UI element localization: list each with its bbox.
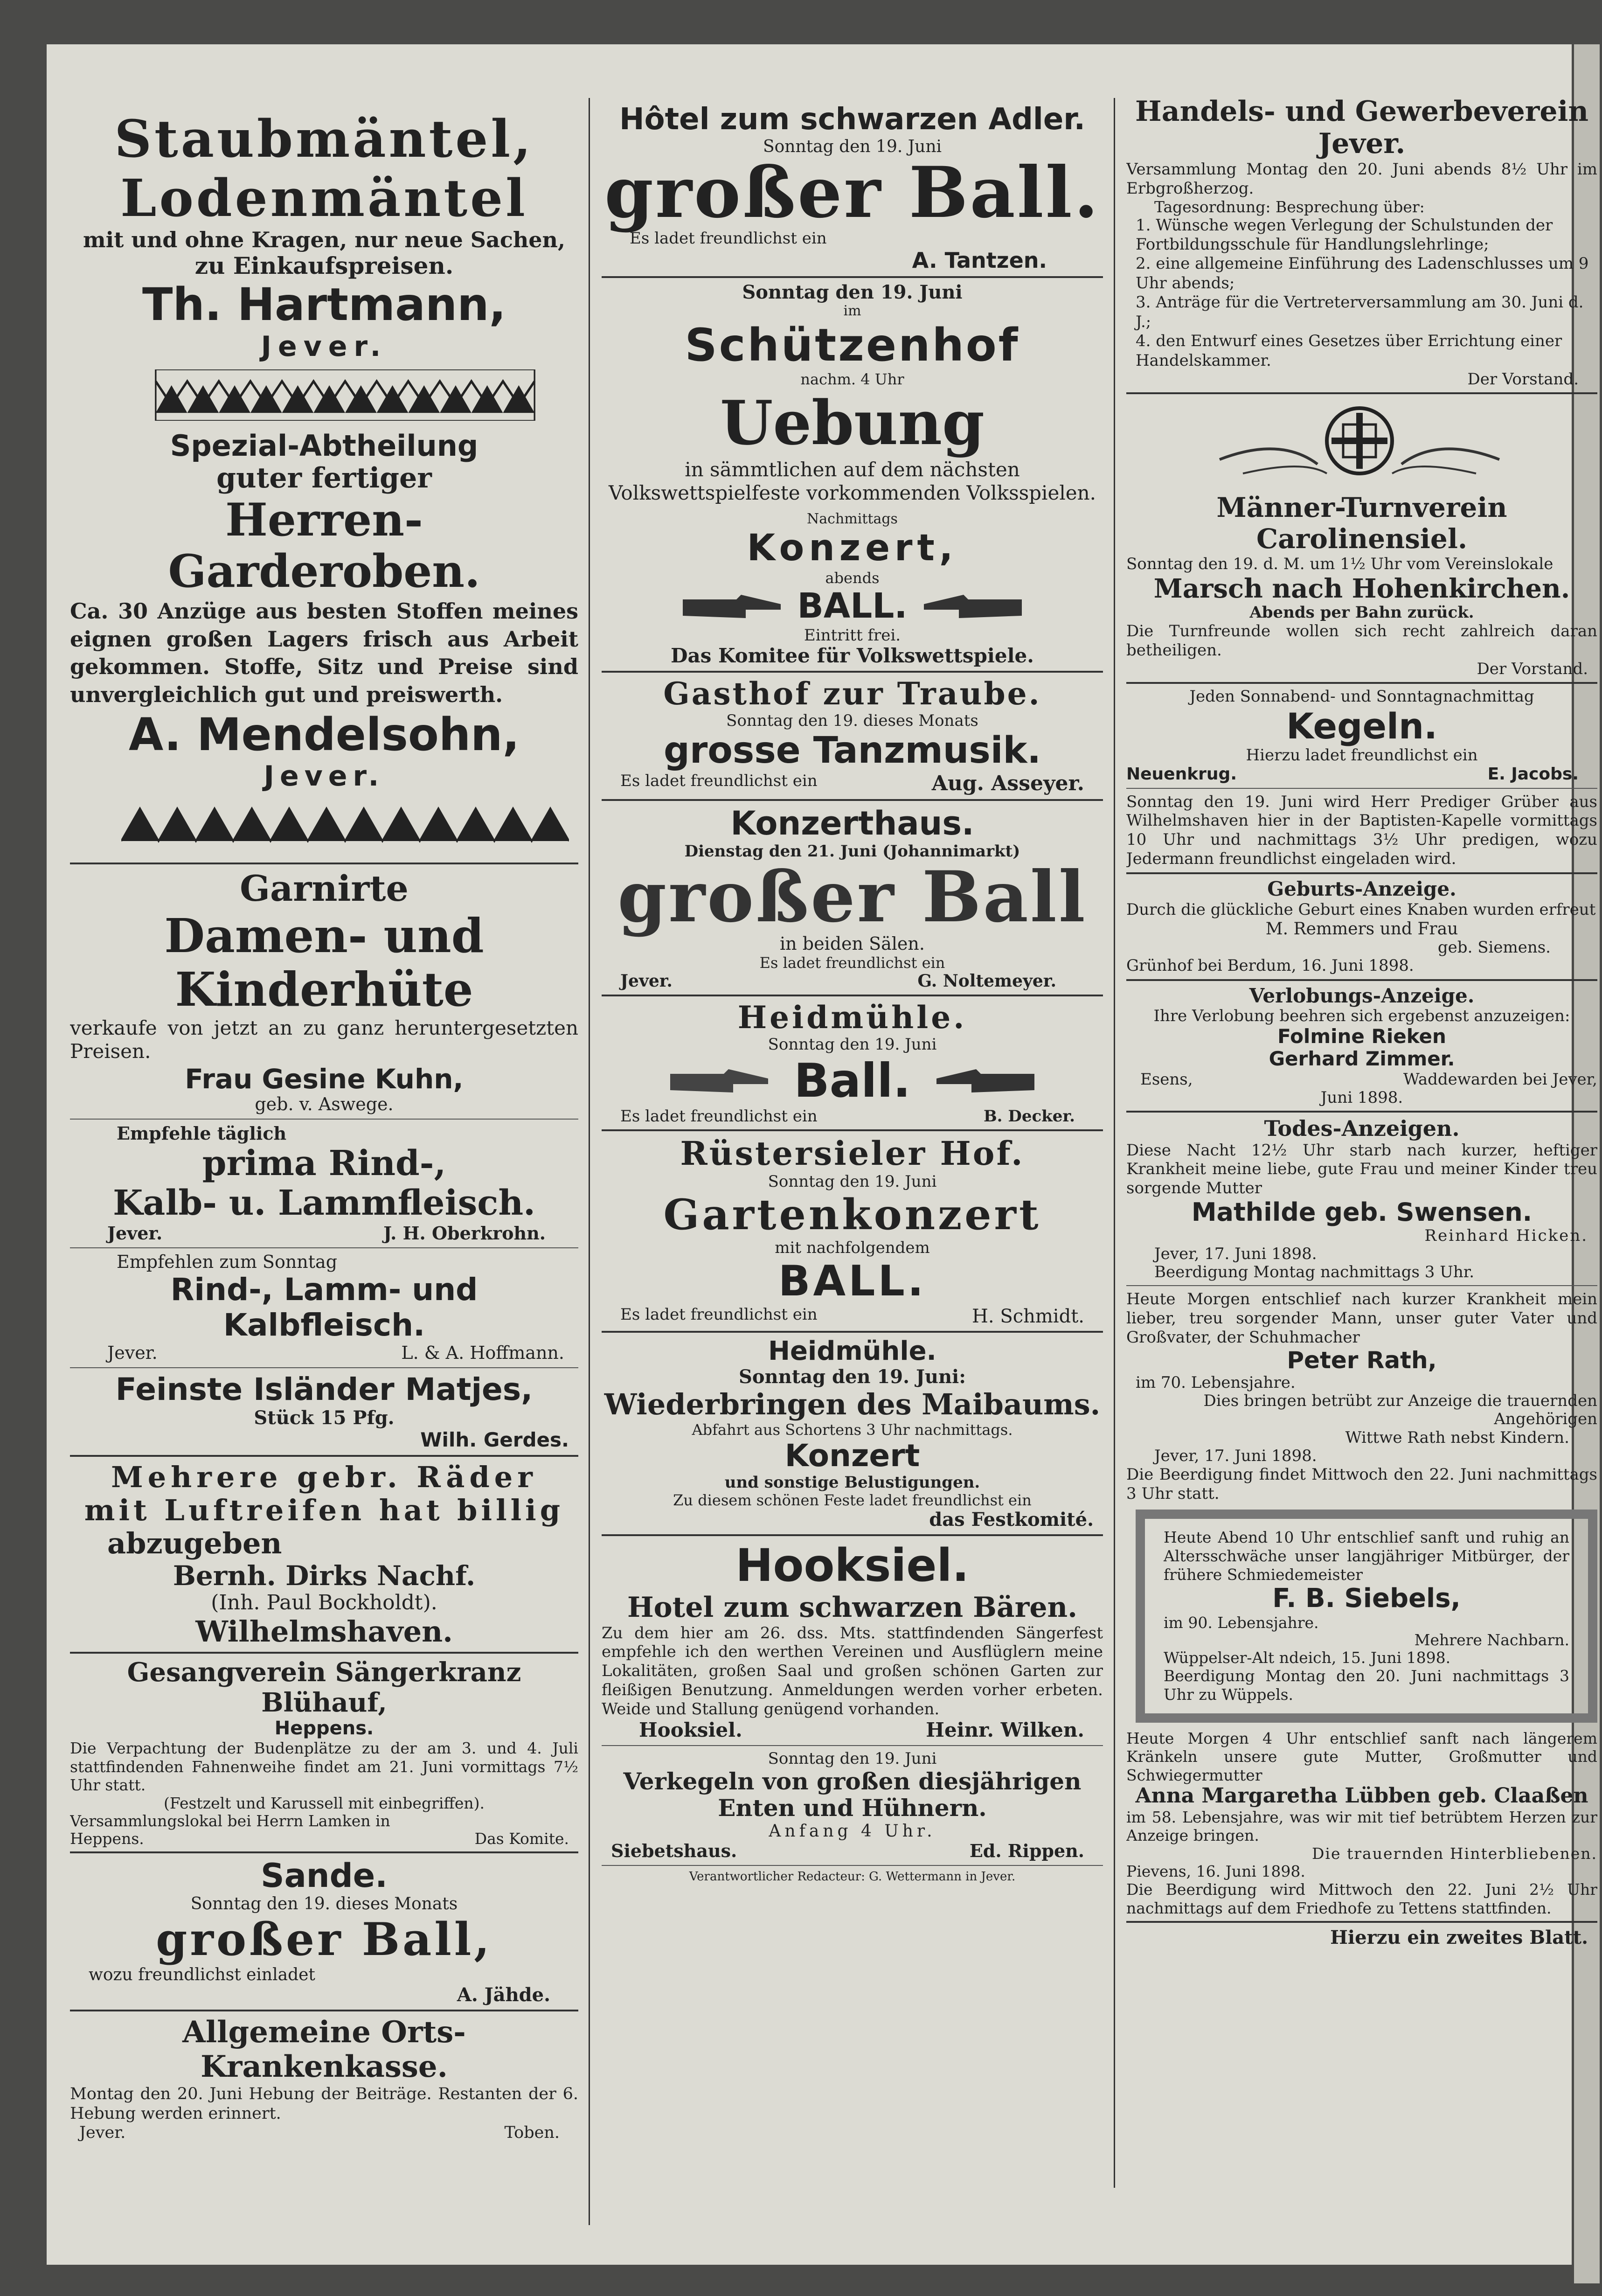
ad-text: Ca. 30 Anzüge aus besten Stoffen meines eignen großen Lagers frisch aus Arbeit gekommen. Stoffe, Sitz und Preise sind unvergleichlich gut und preiswerth. (70, 598, 578, 708)
ad-headline: Männer-Turnverein Carolinensiel. (1216, 492, 1507, 555)
ad-name: Gerhard Zimmer. (1269, 1047, 1455, 1071)
ad-headline: BALL. (778, 1257, 927, 1306)
ad-signature: Die trauernden Hinterbliebenen. (1311, 1844, 1597, 1863)
ad-line: (Festzelt und Karussell mit einbegriffen). (163, 1794, 485, 1812)
ad-verkegeln (602, 1750, 1103, 1861)
ad-line: Wüppelser-Alt ndeich, 15. Juni 1898. (1164, 1649, 1451, 1667)
ad-signature: Der Vorstand. (1467, 370, 1579, 389)
ad-heidmuehle-ball (602, 1000, 1103, 1126)
ad-text: Heute Morgen entschlief nach kurzer Krankheit mein lieber, treu sorgender Mann, unser guter Vater und Großvater, der Schuhmacher (1126, 1290, 1597, 1347)
divider (1126, 1111, 1597, 1113)
advertiser-name: Ed. Rippen. (969, 1840, 1084, 1862)
ad-schwarzer-adler (602, 103, 1103, 272)
ad-ruestersieler-hof (602, 1135, 1103, 1327)
ad-headline: Kalbfleisch. (223, 1307, 425, 1343)
ad-headline: Kegeln. (1286, 705, 1438, 747)
ad-line: guter fertiger (216, 462, 432, 495)
ad-headline: Konzerthaus. (730, 804, 974, 843)
ad-headline: großer Ball. (604, 151, 1100, 234)
advertiser-place: Wilhelmshaven. (195, 1614, 453, 1649)
divider (1126, 979, 1597, 981)
ad-line: (Inh. Paul Bockholdt). (211, 1591, 437, 1615)
ad-text: Heute Morgen 4 Uhr entschlief sanft nach längerem Kränkeln unsere gute Mutter, Großmutter und Schwiegermutter (1126, 1729, 1597, 1784)
advertiser-name: Aug. Asseyer. (931, 771, 1084, 795)
ad-line: Stück 15 Pfg. (254, 1406, 395, 1429)
ad-text: verkaufe von jetzt an zu ganz heruntergesetzten Preisen. (70, 1016, 578, 1063)
ad-line: Ihre Verlobung beehren sich ergebenst anzuzeigen: (1153, 1006, 1570, 1025)
ad-headline: Hotel zum schwarzen Bären. (627, 1591, 1078, 1624)
ad-line: Sonntag den 19. Juni (768, 1035, 937, 1054)
ad-signature: Reinhard Hicken. (1424, 1226, 1588, 1245)
ad-signature: Mehrere Nachbarn. (1414, 1631, 1569, 1649)
ad-headline: Todes-Anzeigen. (1264, 1115, 1460, 1141)
ad-headline: Hooksiel. (735, 1539, 969, 1592)
ad-headline: Konzert (784, 1438, 920, 1474)
advertiser-place: Jever. (261, 330, 388, 363)
advertiser-name: Toben. (504, 2123, 560, 2142)
ad-place: Jever. (107, 1343, 158, 1364)
divider (1126, 682, 1597, 684)
ad-headline: BALL. (797, 586, 908, 626)
ad-headline: Sande. (261, 1856, 388, 1895)
ad-name: Peter Rath, (1287, 1346, 1437, 1374)
ad-line: und sonstige Belustigungen. (724, 1473, 980, 1492)
ad-sande (70, 1857, 578, 2006)
ad-text: Beerdigung Montag den 20. Juni nachmittags 3 Uhr zu Wüppels. (1164, 1667, 1569, 1704)
divider (70, 1367, 578, 1368)
ad-headline: großer Ball, (156, 1913, 492, 1966)
divider (602, 995, 1103, 996)
ad-line: Sonntag den 19. dieses Monats (726, 711, 978, 730)
ad-text: Die Beerdigung wird Mittwoch den 22. Juni 2½ Uhr nachmittags auf dem Friedhofe zu Tettens stattfinden. (1126, 1880, 1597, 1917)
ad-line: wozu freundlichst einladet (89, 1965, 315, 1985)
ad-maibaum (602, 1336, 1103, 1531)
ad-line: Nachmittags (807, 511, 898, 528)
ad-headline: Rüstersieler Hof. (680, 1134, 1025, 1173)
ad-text: Durch die glückliche Geburt eines Knaben wurden erfreut (1126, 900, 1596, 919)
divider (70, 1455, 578, 1457)
advertiser-name: Das Komite. (474, 1829, 569, 1848)
ad-verlobung (1126, 985, 1597, 1107)
ad-line: im (843, 303, 861, 320)
ad-gewerbeverein (1126, 96, 1597, 389)
ad-name: Anna Margaretha Lübben geb. Claaßen (1135, 1784, 1588, 1808)
ad-headline: Feinste Isländer Matjes, (115, 1371, 533, 1407)
ad-line: M. Remmers und Frau (1265, 919, 1458, 939)
ad-line: Empfehlen zum Sonntag (117, 1251, 338, 1272)
turnverein-emblem-icon (1126, 404, 1593, 483)
ad-line: Hierzu ladet freundlichst ein (1246, 746, 1478, 765)
ad-text: Die Beerdigung findet Mittwoch den 22. Juni nachmittags 3 Uhr statt. (1126, 1465, 1597, 1503)
ad-line: Pievens, 16. Juni 1898. (1126, 1862, 1305, 1880)
ad-headline: Kalb- u. Lammfleisch. (113, 1183, 535, 1223)
ad-headline: Gartenkonzert (663, 1190, 1041, 1239)
zigzag-ornament (121, 369, 569, 421)
ad-geburt (1126, 878, 1597, 975)
ad-line: Mehrere gebr. Räder (111, 1460, 537, 1494)
ad-line: Sonntag den 19. Juni (763, 137, 942, 156)
ad-headline: Allgemeine Orts-Krankenkasse. (182, 2015, 466, 2084)
advertiser-name: A. Tantzen. (912, 247, 1047, 273)
ad-line: Jever, 17. Juni 1898. (1154, 1446, 1317, 1465)
ad-line: mit nachfolgendem (775, 1238, 930, 1258)
ad-peter-rath (1126, 1290, 1597, 1503)
ad-headline: Verlobungs-Anzeige. (1249, 984, 1475, 1007)
ad-line: Es ladet freundlichst ein (620, 1305, 818, 1324)
ad-line: abends (825, 569, 880, 587)
agenda-item: 2. eine allgemeine Einführung des Ladenschlusses um 9 Uhr abends; (1136, 254, 1589, 292)
supplement-note: Hierzu ein zweites Blatt. (1330, 1927, 1588, 1949)
divider (1126, 788, 1597, 789)
ad-headline: Damen- und Kinderhüte (164, 908, 484, 1017)
ad-place: Jever. (620, 971, 673, 991)
agenda-item: 4. den Entwurf eines Gesetzes über Errichtung einer Handelskammer. (1136, 332, 1562, 370)
ad-line: Jeden Sonnabend- und Sonntagnachmittag (1189, 687, 1534, 706)
ad-place: Esens, (1140, 1070, 1193, 1089)
ad-line: Dies bringen betrübt zur Anzeige die trauernden Angehörigen (1203, 1392, 1597, 1429)
advertiser-name: A. Jähde. (457, 1984, 550, 2006)
ad-line: Jever, 17. Juni 1898. (1154, 1245, 1317, 1264)
column-left (70, 51, 578, 2169)
ad-headline: Staubmäntel, (114, 109, 534, 169)
ad-headline: Uebung (720, 387, 985, 459)
advertiser-name: A. Mendelsohn, (129, 709, 520, 761)
ad-headline: Handels- und Gewerbeverein (1135, 95, 1588, 128)
ad-line: Eintritt frei. (804, 626, 901, 645)
ad-line: im 70. Lebensjahre. (1136, 1373, 1296, 1392)
ad-text: Versammlung Montag den 20. Juni abends 8½ Uhr im Erbgroßherzog. (1126, 160, 1597, 198)
advertiser-name: Wilh. Gerdes. (420, 1428, 569, 1451)
ad-line: geb. v. Aswege. (255, 1094, 394, 1115)
ad-line: Grünhof bei Berdum, 16. Juni 1898. (1126, 956, 1414, 975)
ad-raeder (70, 1461, 578, 1648)
ad-gasthof-traube (602, 676, 1103, 795)
advertiser-name: das Festkomité. (929, 1509, 1094, 1531)
ad-line: Es ladet freundlichst ein (620, 771, 818, 790)
ad-place: Jever. (107, 1222, 163, 1244)
ad-line: Zu diesem schönen Feste ladet freundlichst ein (673, 1491, 1032, 1510)
advertiser-place: Jever. (264, 760, 385, 793)
ad-headline: grosse Tanzmusik. (664, 729, 1041, 772)
ad-text: Die Turnfreunde wollen sich recht zahlreich daran betheiligen. (1126, 622, 1597, 660)
ad-siebels (1136, 1510, 1597, 1722)
advertiser-name: Th. Hartmann, (142, 278, 506, 331)
ad-line: zu Einkaufspreisen. (194, 251, 454, 279)
ad-headline: Geburts-Anzeige. (1267, 877, 1456, 900)
ad-headline: Herren-Garderoben. (168, 494, 480, 598)
divider (602, 799, 1103, 801)
divider (1126, 872, 1597, 874)
divider (602, 276, 1103, 278)
agenda-item: 3. Anträge für die Vertreterversammlung am 30. Juni d. J.; (1136, 293, 1584, 331)
ad-line: Sonntag den 19. Juni (768, 1172, 937, 1191)
advertiser-name: Frau Gesine Kuhn, (185, 1063, 464, 1095)
ad-prediger (1126, 793, 1597, 869)
ad-matjes (70, 1372, 578, 1451)
ad-text: Sonntag den 19. Juni wird Herr Prediger Grüber aus Wilhelmshaven hier in der Baptisten-Kapelle vormittags 10 Uhr und nachmittags 3½ Uhr predigen, wozu Jedermann freundlichst eingeladen wird. (1126, 792, 1597, 869)
ad-line: abzugeben (107, 1526, 282, 1561)
ad-hooksiel (602, 1540, 1103, 1741)
divider (70, 1247, 578, 1248)
advertiser-name: L. & A. Hoffmann. (401, 1343, 564, 1364)
divider (602, 671, 1103, 673)
ad-headline: Rind-, Lamm- und (170, 1272, 478, 1308)
ad-headline: Hôtel zum schwarzen Adler. (619, 102, 1085, 137)
ad-line: Das Komitee für Volkswettspiele. (671, 644, 1034, 667)
agenda-item: 1. Wünsche wegen Verlegung der Schulstunden der Fortbildungsschule für Handlungslehrlinge; (1136, 216, 1553, 254)
ad-line: Versammlungslokal bei Herrn Lamken in (70, 1811, 390, 1830)
ad-place: Neuenkrug. (1126, 765, 1237, 784)
pointing-hand-left-icon (917, 590, 1024, 623)
ad-text: Heute Abend 10 Uhr entschlief sanft und ruhig an Altersschwäche unser langjähriger Mitbürger, der frühere Schmiedemeister (1164, 1528, 1569, 1584)
ad-line: Sonntag den 19. Juni (742, 281, 963, 304)
column-middle (602, 51, 1103, 2183)
pointing-hand-right-icon (680, 590, 788, 623)
ad-text: Diese Nacht 12½ Uhr starb nach kurzer, heftiger Krankheit meine liebe, gute Frau und meiner Kinder treu sorgende Mutter (1126, 1141, 1597, 1198)
ad-name: F. B. Siebels, (1272, 1583, 1461, 1614)
ad-text: in sämmtlichen auf dem nächsten Volkswettspielfeste vorkommenden Volksspielen. (608, 458, 1096, 505)
ad-headline: Gasthof zur Traube. (663, 675, 1041, 712)
advertiser-name: Bernh. Dirks Nachf. (173, 1559, 476, 1592)
divider (602, 1129, 1103, 1131)
ad-line: in beiden Sälen. (780, 933, 925, 954)
ad-herren-garderoben (70, 429, 578, 793)
divider (1126, 1921, 1597, 1923)
ad-line: Dienstag den 21. Juni (Johannimarkt) (684, 842, 1020, 861)
column-right (1126, 51, 1597, 2169)
divider (70, 1652, 578, 1654)
ad-luebben (1126, 1729, 1597, 1918)
ad-headline: Lodenmäntel (120, 167, 528, 228)
ad-signature: Wittwe Rath nebst Kindern. (1345, 1428, 1569, 1447)
ad-line: Es ladet freundlichst ein (759, 953, 945, 972)
ad-line: im 90. Lebensjahre. (1164, 1613, 1319, 1632)
ad-place: Siebetshaus. (611, 1840, 737, 1862)
ad-line: Sonntag den 19. Juni: (738, 1366, 966, 1388)
column-divider (589, 98, 590, 2225)
ad-line: Abends per Bahn zurück. (1249, 603, 1474, 622)
ad-line: mit und ohne Kragen, nur neue Sachen, (83, 227, 566, 252)
ad-headline: Schützenhof (685, 319, 1020, 371)
ad-krankenkasse (70, 2015, 578, 2142)
ad-text: Die Verpachtung der Budenplätze zu der am 3. und 4. Juli stattfindenden Fahnenweihe findet am 21. Juni vormittags 7½ Uhr statt. (70, 1739, 578, 1795)
ad-line: mit Luftreifen hat billig (84, 1493, 564, 1528)
divider (70, 1851, 578, 1853)
ad-line: Juni 1898. (1320, 1088, 1403, 1107)
advertiser-name: H. Schmidt. (972, 1305, 1084, 1327)
divider (1126, 392, 1597, 394)
ad-line: Waddewarden bei Jever, (1403, 1070, 1597, 1089)
ad-text: Montag den 20. Juni Hebung der Beiträge. Restanten der 6. Hebung werden erinnert. (70, 2084, 578, 2123)
ad-line: Sonntag den 19. Juni (768, 1749, 937, 1768)
ad-text: im 58. Lebensjahre, was wir mit tief betrübtem Herzen zur Anzeige bringen. (1126, 1808, 1597, 1845)
ad-place: Heppens. (70, 1829, 144, 1848)
divider (1126, 1285, 1597, 1286)
ad-line: Abfahrt aus Schortens 3 Uhr nachmittags. (692, 1420, 1013, 1439)
ad-headline: Garnirte (240, 868, 409, 910)
divider (70, 1119, 578, 1120)
agenda-list (1126, 216, 1597, 371)
ad-line: Tagesordnung: Besprechung über: (1154, 197, 1425, 216)
ad-headline: prima Rind-, (202, 1143, 446, 1183)
ad-hoffmann (70, 1252, 578, 1364)
ad-staubmaentel (70, 110, 578, 363)
ad-line: Es ladet freundlichst ein (620, 1107, 818, 1126)
ad-headline: Gesangverein Sängerkranz Blühauf, (127, 1657, 521, 1718)
ad-line: Anfang 4 Uhr. (769, 1821, 936, 1841)
ad-signature: Der Vorstand. (1477, 659, 1588, 678)
column-divider (1114, 98, 1115, 2188)
advertiser-name: Heinr. Wilken. (926, 1718, 1084, 1741)
ad-headline: großer Ball (617, 856, 1087, 938)
ad-turnverein (1126, 492, 1597, 678)
ad-headline: Konzert, (747, 527, 958, 569)
advertiser-name: B. Decker. (983, 1107, 1075, 1126)
ad-schuetzenhof (602, 282, 1103, 667)
ad-headline: Spezial-Abtheilung (170, 428, 479, 463)
divider (70, 863, 578, 864)
ad-text: Zu dem hier am 26. dss. Mts. stattfindenden Sängerfest empfehle ich den werthen Vereinen und Ausflüglern meine Lokalitäten, großen Saal und großen schönen Garten zur fleißigen Benutzung. Anmeldungen werden vorher erbeten. Weide und Stallung genügend vorhanden. (602, 1623, 1103, 1719)
ad-line: geb. Siemens. (1437, 938, 1551, 957)
ad-line: nachm. 4 Uhr (800, 370, 904, 389)
ad-line: Heppens. (274, 1718, 374, 1739)
divider (602, 1534, 1103, 1536)
ad-damenhuete (70, 868, 578, 1115)
ad-saengerkranz (70, 1657, 578, 1847)
zigzag-ornament (121, 799, 569, 850)
editor-footer: Verantwortlicher Redacteur: G. Wettermann in Jever. (689, 1870, 1016, 1884)
ad-name: Mathilde geb. Swensen. (1191, 1197, 1533, 1227)
advertiser-name: E. Jacobs. (1487, 765, 1579, 784)
ad-oberkrohn (70, 1123, 578, 1244)
ad-line: Es ladet freundlichst ein (630, 229, 827, 248)
ad-text: Sonntag den 19. d. M. um 1½ Uhr vom Vereinslokale (1126, 554, 1553, 573)
ad-place: Hooksiel. (639, 1718, 742, 1741)
divider (602, 1745, 1103, 1746)
ad-headline: Verkegeln von großen diesjährigen Enten und Hühnern. (623, 1767, 1082, 1822)
divider (70, 2010, 578, 2011)
ad-headline: Jever. (1318, 127, 1406, 160)
advertiser-name: J. H. Oberkrohn. (383, 1222, 546, 1244)
ad-line: Sonntag den 19. dieses Monats (190, 1894, 458, 1914)
ad-headline: Heidmühle. (768, 1336, 936, 1366)
divider (602, 1331, 1103, 1333)
ad-place: Jever. (79, 2123, 126, 2142)
ad-name: Folmine Rieken (1277, 1024, 1446, 1048)
advertiser-name: G. Noltemeyer. (917, 971, 1056, 991)
ad-headline: Wiederbringen des Maibaums. (604, 1387, 1101, 1422)
ad-line: Empfehle täglich (117, 1122, 287, 1144)
ad-headline: Heidmühle. (737, 999, 967, 1036)
ad-line: Beerdigung Montag nachmittags 3 Uhr. (1154, 1263, 1475, 1282)
ad-todesanzeigen (1126, 1116, 1597, 1282)
pointing-hand-left-icon (929, 1065, 1037, 1097)
ad-konzerthaus (602, 805, 1103, 991)
divider (602, 1865, 1103, 1866)
ad-headline: Marsch nach Hohenkirchen. (1153, 573, 1570, 604)
pointing-hand-right-icon (668, 1065, 775, 1097)
ad-headline: Ball. (794, 1053, 911, 1108)
ad-kegeln (1126, 688, 1597, 784)
